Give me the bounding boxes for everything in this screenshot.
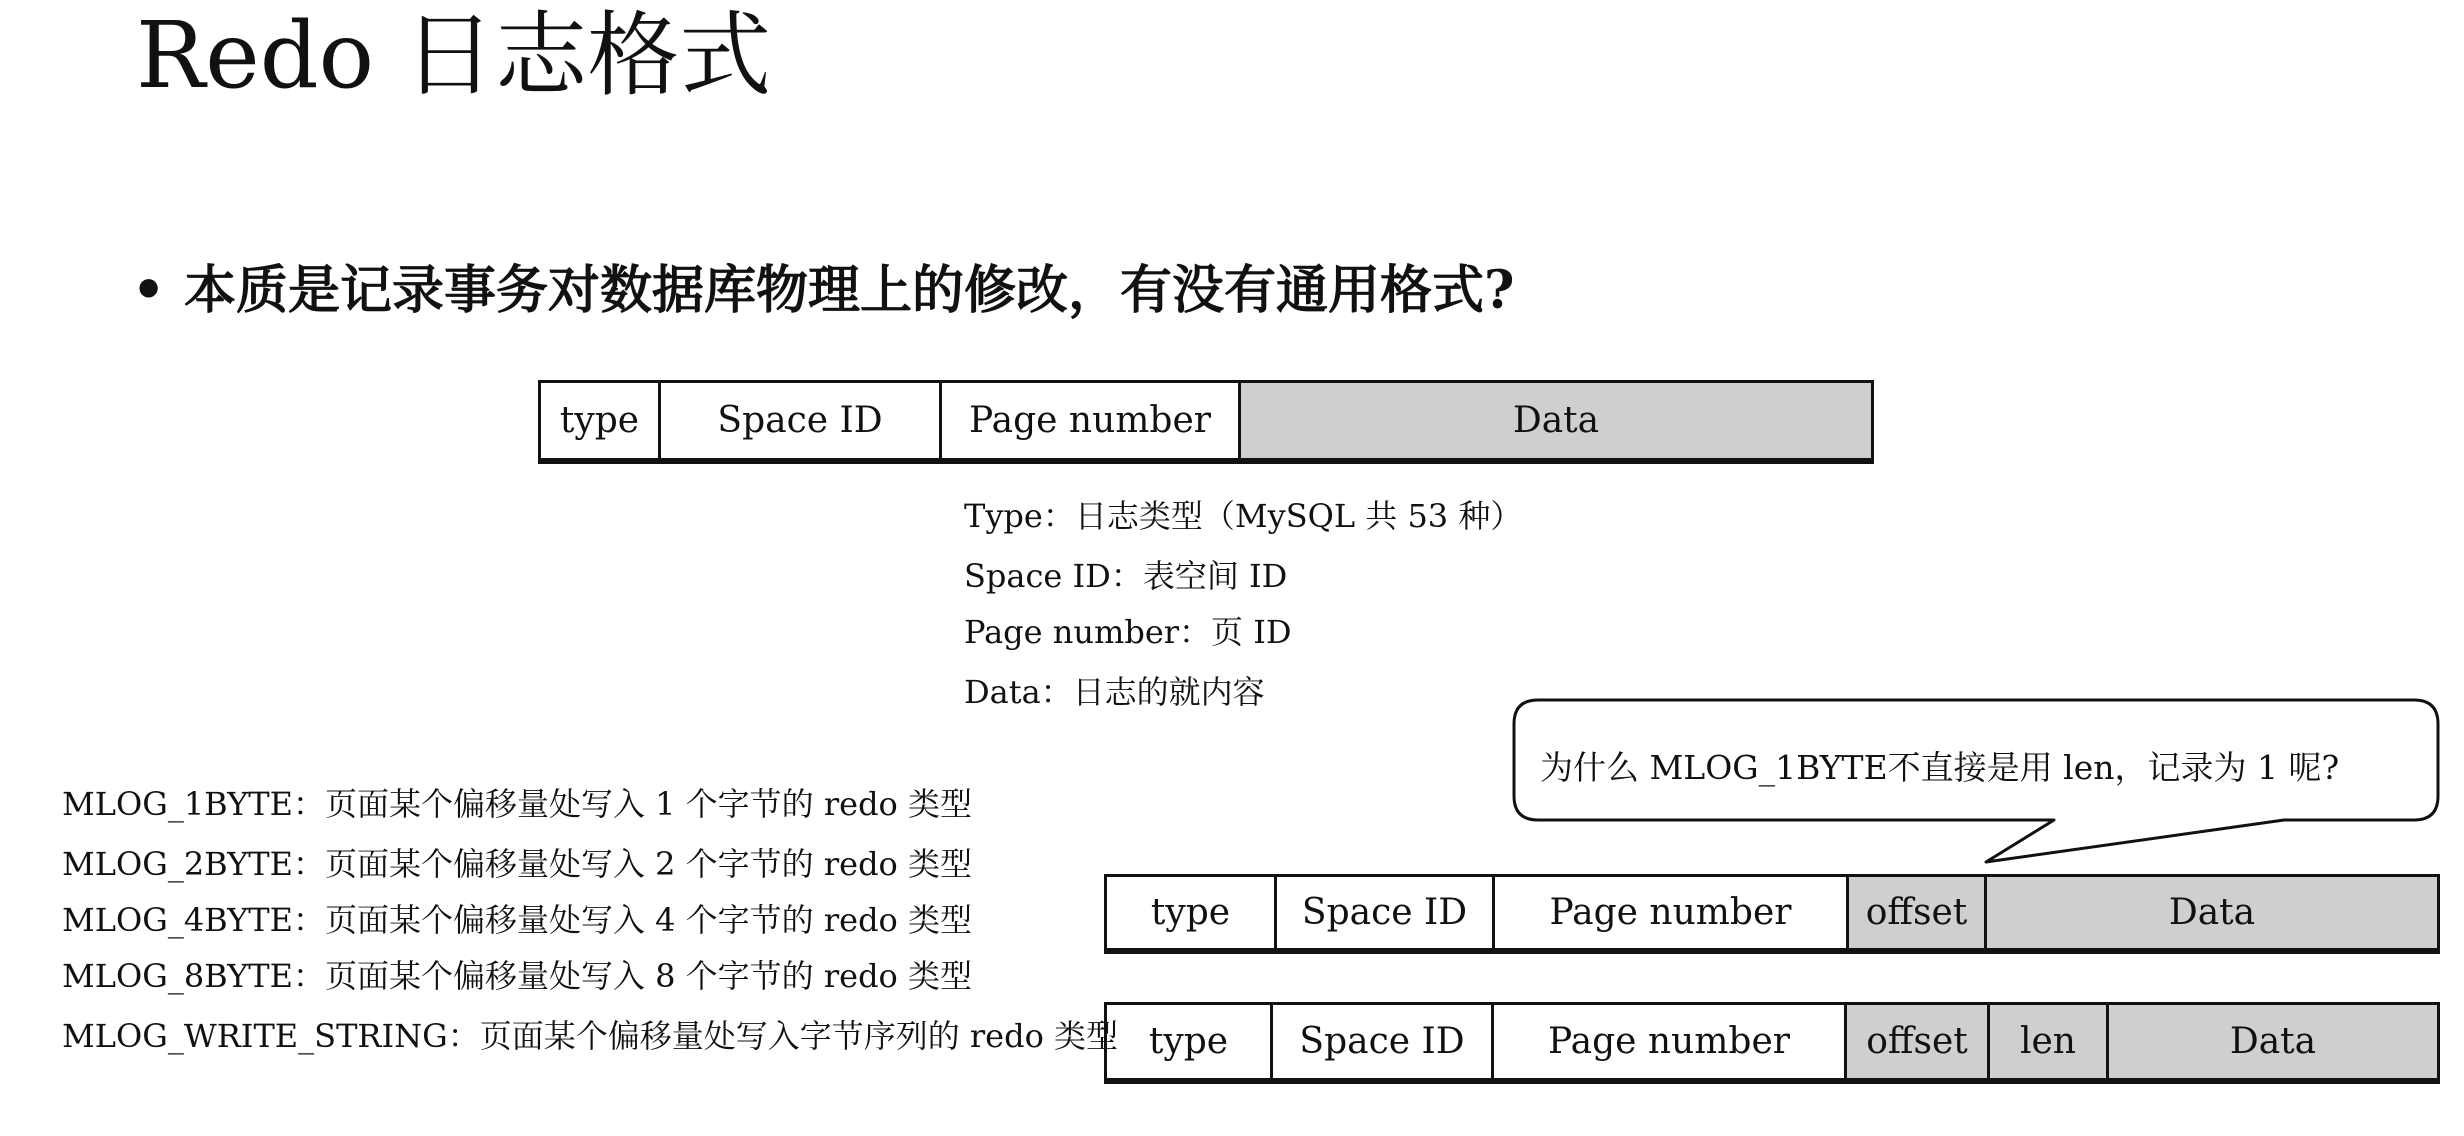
cell-page-number: Page number	[1494, 1005, 1847, 1078]
definition-type: Type：日志类型（MySQL 共 53 种）	[964, 497, 1523, 535]
record-with-offset	[1104, 874, 2440, 954]
question-bullet	[132, 256, 1514, 326]
cell-space-id: Space ID	[1277, 877, 1495, 948]
cell-space-id: Space ID	[1273, 1005, 1494, 1078]
cell-offset: offset	[1847, 1005, 1990, 1078]
cell-type: type	[541, 383, 661, 458]
callout-text: 为什么 MLOG_1BYTE不直接是用 len，记录为 1 呢?	[1540, 748, 2340, 787]
question-text: 本质是记录事务对数据库物理上的修改，有没有通用格式?	[184, 260, 1515, 321]
record-general	[538, 380, 1874, 464]
mlog-4byte: MLOG_4BYTE：页面某个偏移量处写入 4 个字节的 redo 类型	[62, 901, 972, 939]
mlog-write-string: MLOG_WRITE_STRING：页面某个偏移量处写入字节序列的 redo 类型	[62, 1017, 1119, 1055]
definition-space-id: Space ID：表空间 ID	[964, 557, 1288, 595]
cell-offset: offset	[1849, 877, 1987, 948]
cell-page-number: Page number	[942, 383, 1241, 458]
definition-data: Data：日志的就内容	[964, 673, 1265, 711]
cell-len: len	[1990, 1005, 2109, 1078]
cell-type: type	[1107, 1005, 1273, 1078]
mlog-8byte: MLOG_8BYTE：页面某个偏移量处写入 8 个字节的 redo 类型	[62, 957, 972, 995]
bullet-dot-icon: •	[132, 260, 166, 321]
cell-space-id: Space ID	[661, 383, 942, 458]
definition-page-number: Page number：页 ID	[964, 613, 1292, 651]
page-title: Redo 日志格式	[136, 2, 772, 109]
cell-type: type	[1107, 877, 1277, 948]
mlog-1byte: MLOG_1BYTE：页面某个偏移量处写入 1 个字节的 redo 类型	[62, 785, 972, 823]
cell-data: Data	[1987, 877, 2440, 948]
cell-data: Data	[1241, 383, 1874, 458]
record-with-offset-len	[1104, 1002, 2440, 1084]
cell-page-number: Page number	[1495, 877, 1849, 948]
cell-data: Data	[2109, 1005, 2440, 1078]
mlog-2byte: MLOG_2BYTE：页面某个偏移量处写入 2 个字节的 redo 类型	[62, 845, 972, 883]
